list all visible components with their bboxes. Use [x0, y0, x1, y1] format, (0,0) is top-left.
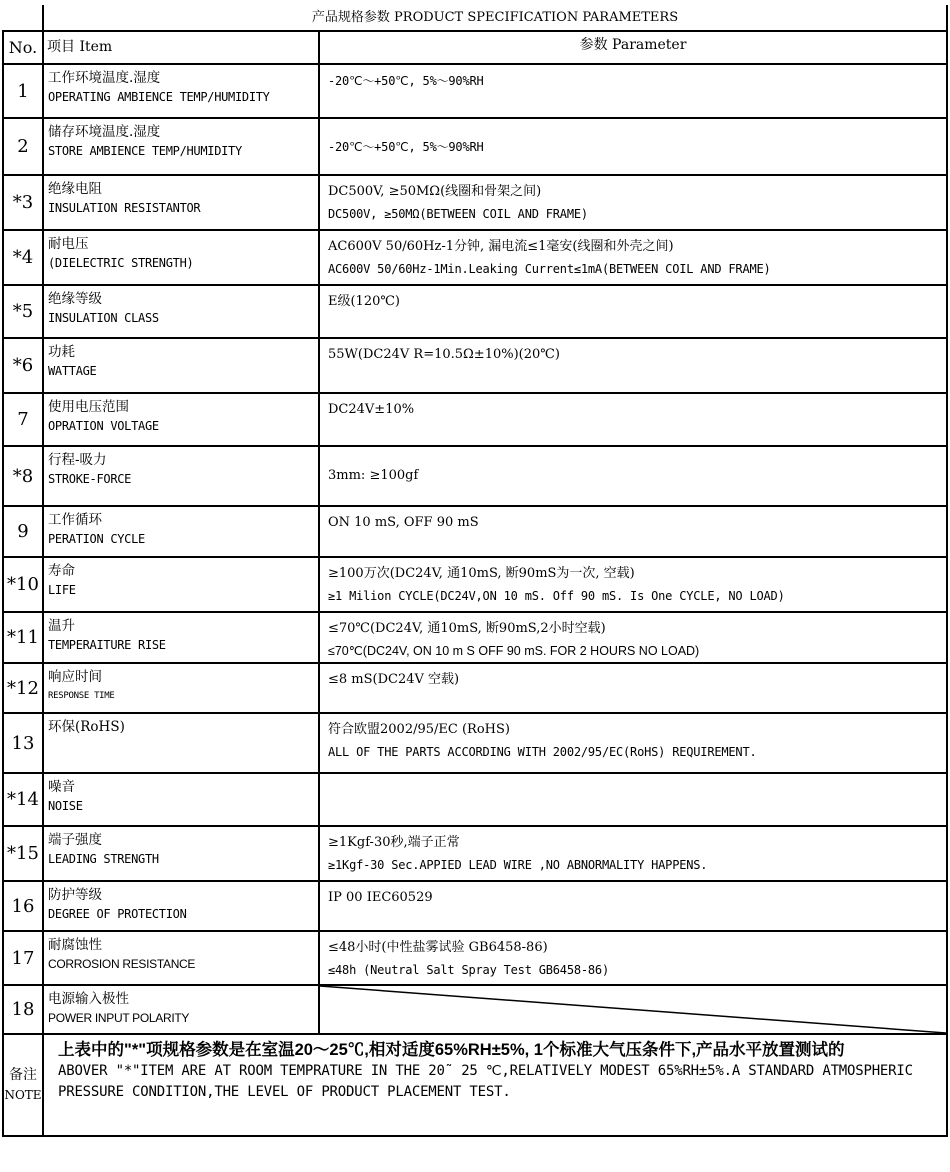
row-item: [43, 826, 319, 881]
table-row: [3, 663, 947, 713]
item-name-cn: 耐腐蚀性: [48, 937, 102, 953]
item-name-cn: 温升: [48, 618, 75, 634]
table-row: [3, 175, 947, 230]
parameter-line-1: DC500V, ≥50MΩ(线圈和骨架之间): [328, 184, 542, 199]
parameter-line-2: AC600V 50/60Hz-1Min.Leaking Current≤1mA(BETWEEN COIL AND FRAME): [328, 262, 771, 276]
note-label-cn: 备注: [9, 1067, 37, 1083]
row-item: [43, 931, 319, 985]
table-row: [3, 557, 947, 612]
item-name-cn: 储存环境温度.湿度: [48, 124, 161, 140]
item-name-en: STORE AMBIENCE TEMP/HUMIDITY: [48, 144, 242, 158]
parameter-line-1: ≤70℃(DC24V, 通10mS, 断90mS,2小时空载): [328, 621, 606, 636]
row-number: *15: [3, 826, 43, 881]
row-item: [43, 64, 319, 118]
row-item: [43, 118, 319, 175]
parameter-line-2: DC500V, ≥50MΩ(BETWEEN COIL AND FRAME): [328, 207, 588, 221]
spec-table: [2, 5, 948, 1137]
row-parameter: [319, 446, 947, 506]
row-item: [43, 612, 319, 663]
row-number: *8: [3, 446, 43, 506]
row-parameter: [319, 985, 947, 1034]
table-row: [3, 64, 947, 118]
item-name-en: PERATION CYCLE: [48, 532, 145, 546]
item-name-en: INSULATION CLASS: [48, 311, 159, 325]
row-parameter: [319, 393, 947, 446]
table-row: [3, 612, 947, 663]
row-number: *5: [3, 285, 43, 338]
item-name-cn: 电源输入极性: [48, 991, 129, 1007]
row-item: [43, 175, 319, 230]
row-item: [43, 338, 319, 393]
item-name-en: STROKE-FORCE: [48, 472, 132, 486]
item-name-cn: 端子强度: [48, 832, 102, 848]
item-name-en: OPRATION VOLTAGE: [48, 419, 159, 433]
row-number: 7: [3, 393, 43, 446]
table-row: [3, 826, 947, 881]
row-number: *6: [3, 338, 43, 393]
row-number: *12: [3, 663, 43, 713]
parameter-line-2: ≤48h (Neutral Salt Spray Test GB6458-86): [328, 963, 609, 977]
parameter-line-1: ≤8 mS(DC24V 空载): [328, 672, 460, 687]
row-parameter: [319, 612, 947, 663]
row-parameter: [319, 285, 947, 338]
row-number: *10: [3, 557, 43, 612]
parameter-line-1: -20℃～+50℃, 5%～90%RH: [328, 74, 484, 88]
item-name-cn: 工作环境温度.湿度: [48, 70, 161, 86]
row-parameter: [319, 175, 947, 230]
table-row: [3, 118, 947, 175]
row-parameter: [319, 773, 947, 826]
spec-rows: [3, 64, 947, 1034]
parameter-line-1: IP 00 IEC60529: [328, 890, 433, 905]
item-name-cn: 防护等级: [48, 887, 102, 903]
row-number: *3: [3, 175, 43, 230]
parameter-line-2: ≥1 Milion CYCLE(DC24V,ON 10 mS. Off 90 mS. Is One CYCLE, NO LOAD): [328, 589, 785, 603]
row-parameter: [319, 931, 947, 985]
item-name-cn: 环保(RoHS): [48, 719, 125, 735]
parameter-line-2: ≤70℃(DC24V, ON 10 m S OFF 90 mS. FOR 2 HOURS NO LOAD): [328, 644, 700, 658]
note-row: [3, 1034, 947, 1136]
row-parameter: [319, 557, 947, 612]
item-name-en: LIFE: [48, 583, 76, 597]
row-number: 18: [3, 985, 43, 1034]
row-number: 9: [3, 506, 43, 557]
row-number: 1: [3, 64, 43, 118]
item-name-en: NOISE: [48, 799, 83, 813]
note-text-en: ABOVER "*"ITEM ARE AT ROOM TEMPRATURE IN THE 20˜ 25 ℃,RELATIVELY MODEST 65%RH±5%.A STANDARD ATMOSPHERIC PRESSURE CONDITION,THE LEVEL OF PRODUCT PLACEMENT TEST.: [58, 1063, 913, 1100]
item-name-cn: 寿命: [48, 563, 75, 579]
item-name-en: OPERATING AMBIENCE TEMP/HUMIDITY: [48, 90, 270, 104]
row-number: 17: [3, 931, 43, 985]
note-label-en: NOTE: [4, 1088, 42, 1102]
row-number: *4: [3, 230, 43, 285]
parameter-line-1: E级(120℃): [328, 294, 400, 309]
table-row: [3, 506, 947, 557]
table-row: [3, 773, 947, 826]
item-name-cn: 绝缘等级: [48, 291, 102, 307]
table-row: [3, 931, 947, 985]
table-row: [3, 713, 947, 773]
row-parameter: [319, 881, 947, 931]
row-item: [43, 985, 319, 1034]
table-row: [3, 446, 947, 506]
parameter-line-1: ≥100万次(DC24V, 通10mS, 断90mS为一次, 空载): [328, 566, 635, 581]
item-name-en: DEGREE OF PROTECTION: [48, 907, 187, 921]
row-number: 2: [3, 118, 43, 175]
header-no: No.: [3, 31, 43, 64]
diagonal-strike-icon: [320, 986, 946, 1033]
row-item: [43, 881, 319, 931]
row-parameter: [319, 826, 947, 881]
parameter-line-1: AC600V 50/60Hz-1分钟, 漏电流≤1毫安(线圈和外壳之间): [328, 239, 674, 254]
row-parameter: [319, 506, 947, 557]
item-name-cn: 功耗: [48, 344, 75, 360]
parameter-line-1: 3mm: ≥100gf: [328, 468, 419, 483]
row-number: *14: [3, 773, 43, 826]
row-item: [43, 663, 319, 713]
note-text: [43, 1034, 947, 1136]
parameter-line-1: 55W(DC24V R=10.5Ω±10%)(20℃): [328, 347, 560, 362]
parameter-line-2: ALL OF THE PARTS ACCORDING WITH 2002/95/EC(RoHS) REQUIREMENT.: [328, 745, 757, 759]
header-item: 项目 Item: [43, 31, 319, 64]
row-parameter: [319, 64, 947, 118]
row-item: [43, 446, 319, 506]
row-parameter: [319, 118, 947, 175]
parameter-line-1: -20℃～+50℃, 5%～90%RH: [328, 139, 484, 154]
parameter-line-1: ON 10 mS, OFF 90 mS: [328, 515, 479, 530]
row-item: [43, 230, 319, 285]
parameter-line-1: ≥1Kgf-30秒,端子正常: [328, 835, 460, 850]
parameter-line-1: 符合欧盟2002/95/EC (RoHS): [328, 722, 510, 737]
item-name-cn: 响应时间: [48, 669, 102, 685]
row-number: 16: [3, 881, 43, 931]
item-name-en: INSULATION RESISTANTOR: [48, 201, 201, 215]
table-row: [3, 393, 947, 446]
table-row: [3, 985, 947, 1034]
table-row: [3, 285, 947, 338]
row-item: [43, 506, 319, 557]
row-number: 13: [3, 713, 43, 773]
row-parameter: [319, 338, 947, 393]
table-row: [3, 338, 947, 393]
header-parameter: 参数 Parameter: [319, 31, 947, 64]
parameter-line-1: ≤48小时(中性盐雾试验 GB6458-86): [328, 940, 548, 955]
item-name-cn: 行程-吸力: [48, 452, 107, 468]
note-label: [3, 1034, 43, 1136]
row-parameter: [319, 713, 947, 773]
table-row: [3, 881, 947, 931]
row-parameter: [319, 230, 947, 285]
item-name-cn: 噪音: [48, 779, 75, 795]
table-title-row: [3, 5, 947, 31]
item-name-en: LEADING STRENGTH: [48, 852, 159, 866]
parameter-line-2: ≥1Kgf-30 Sec.APPIED LEAD WIRE ,NO ABNORMALITY HAPPENS.: [328, 858, 708, 872]
item-name-cn: 绝缘电阻: [48, 181, 102, 197]
row-parameter: [319, 663, 947, 713]
item-name-en: CORROSION RESISTANCE: [48, 957, 196, 971]
parameter-line-1: DC24V±10%: [328, 402, 415, 417]
item-name-en: POWER INPUT POLARITY: [48, 1011, 190, 1025]
item-name-cn: 工作循环: [48, 512, 102, 528]
item-name-en: RESPONSE TIME: [48, 691, 115, 701]
row-item: [43, 773, 319, 826]
item-name-cn: 使用电压范围: [48, 399, 129, 415]
item-name-en: (DIELECTRIC STRENGTH): [48, 256, 194, 270]
row-item: [43, 285, 319, 338]
item-name-cn: 耐电压: [48, 236, 89, 252]
item-name-en: TEMPERAITURE RISE: [48, 638, 166, 652]
row-item: [43, 713, 319, 773]
spec-sheet: [2, 5, 946, 1137]
table-title: 产品规格参数 PRODUCT SPECIFICATION PARAMETERS: [43, 5, 947, 31]
row-number: *11: [3, 612, 43, 663]
row-item: [43, 557, 319, 612]
row-item: [43, 393, 319, 446]
note-text-cn: 上表中的"*"项规格参数是在室温20～25℃,相对适度65%RH±5%, 1个标准大气压条件下,产品水平放置测试的: [58, 1041, 845, 1059]
table-row: [3, 230, 947, 285]
item-name-en: WATTAGE: [48, 364, 97, 378]
table-header-row: [3, 31, 947, 64]
